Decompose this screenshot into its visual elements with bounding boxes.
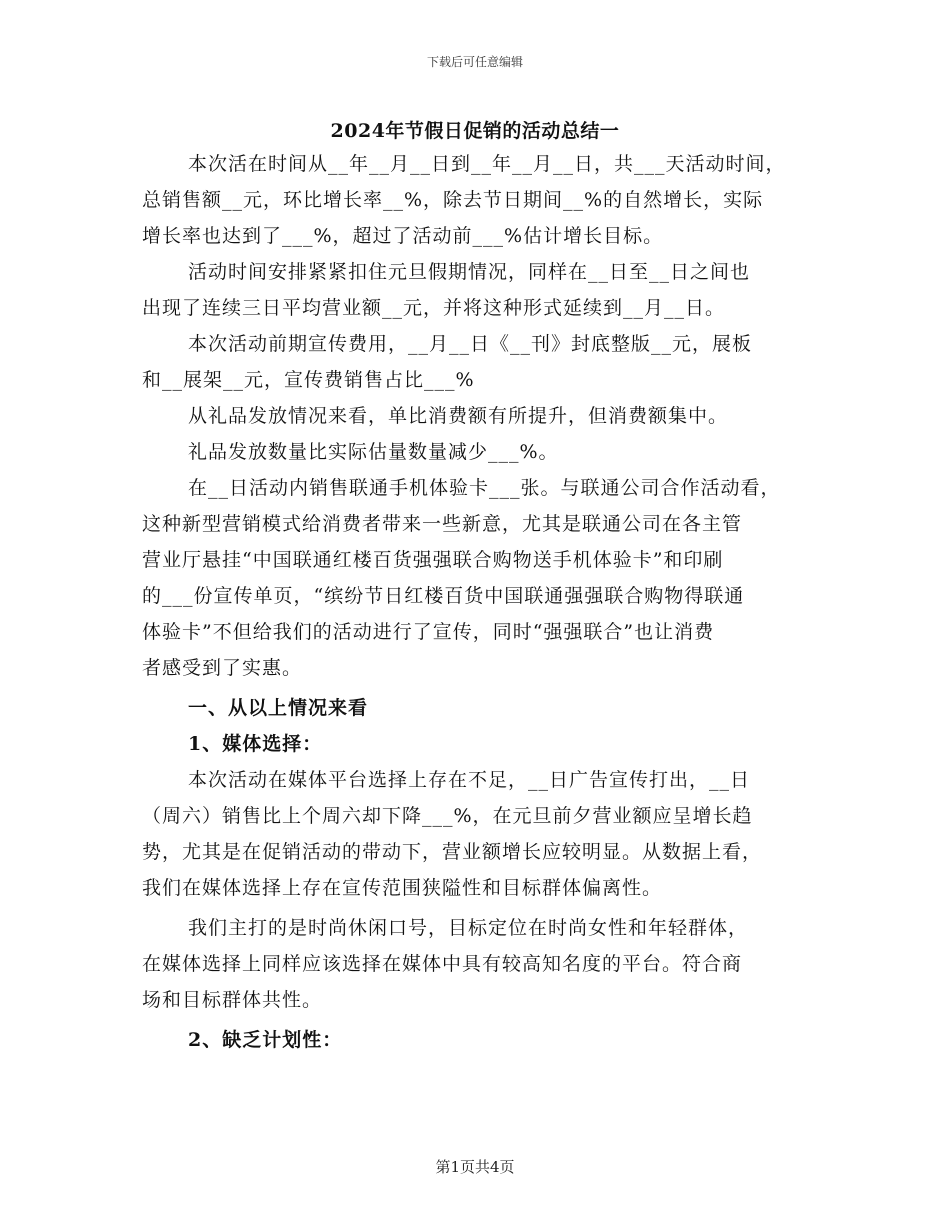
paragraph-line: 礼品发放数量比实际估量数量减少___%。 bbox=[188, 441, 559, 463]
paragraph bbox=[142, 254, 814, 326]
document-body bbox=[142, 146, 814, 1058]
section-heading: 一、从以上情况来看 bbox=[188, 697, 369, 719]
paragraph-line: 活动时间安排紧紧扣住元旦假期情况，同样在__日至__日之间也 bbox=[188, 261, 751, 283]
paragraph-line: 在__日活动内销售联通手机体验卡___张。与联通公司合作活动看， bbox=[188, 477, 781, 499]
paragraph-line: 增长率也达到了___%，超过了活动前___%估计增长目标。 bbox=[142, 225, 664, 247]
paragraph bbox=[142, 762, 814, 906]
paragraph bbox=[142, 910, 814, 1018]
paragraph bbox=[142, 470, 814, 686]
paragraph-line: 我们主打的是时尚休闲口号，目标定位在时尚女性和年轻群体， bbox=[188, 917, 749, 939]
paragraph-line: 和__展架__元，宣传费销售占比___% bbox=[142, 369, 475, 391]
paragraph-line: 的___份宣传单页，“缤纷节日红楼百货中国联通强强联合购物得联通 bbox=[142, 585, 745, 607]
paragraph-line: 本次活动前期宣传费用，__月__日《__刊》封底整版__元，展板 bbox=[188, 333, 753, 355]
paragraph-line: 出现了连续三日平均营业额__元，并将这种形式延续到__月__日。 bbox=[142, 297, 726, 319]
page-footer: 第1页共4页 bbox=[435, 1158, 515, 1176]
paragraph-line: 这种新型营销模式给消费者带来一些新意，尤其是联通公司在各主管 bbox=[142, 513, 743, 535]
paragraph-line: 我们在媒体选择上存在宣传范围狭隘性和目标群体偏离性。 bbox=[142, 877, 663, 899]
paragraph-line: 在媒体选择上同样应该选择在媒体中具有较高知名度的平台。符合商 bbox=[142, 953, 743, 975]
paragraph-line: 场和目标群体共性。 bbox=[142, 989, 323, 1011]
paragraph bbox=[142, 398, 814, 434]
paragraph-line: 者感受到了实惠。 bbox=[142, 657, 303, 679]
header-note: 下载后可任意编辑 bbox=[426, 55, 523, 69]
paragraph bbox=[142, 146, 814, 254]
paragraph-line: 总销售额__元，环比增长率__%，除去节日期间__%的自然增长，实际 bbox=[142, 189, 764, 211]
paragraph-line: （周六）销售比上个周六却下降___%，在元旦前夕营业额应呈增长趋 bbox=[142, 805, 753, 827]
subsection-heading-planning: 2、缺乏计划性： bbox=[188, 1029, 343, 1051]
document-title: 2024年节假日促销的活动总结一 bbox=[330, 120, 620, 142]
paragraph-line: 从礼品发放情况来看，单比消费额有所提升，但消费额集中。 bbox=[188, 405, 729, 427]
paragraph-line: 体验卡”不但给我们的活动进行了宣传，同时“强强联合”也让消费 bbox=[142, 621, 715, 643]
paragraph-line: 本次活动在媒体平台选择上存在不足，__日广告宣传打出，__日 bbox=[188, 769, 751, 791]
paragraph-line: 营业厅悬挂“中国联通红楼百货强强联合购物送手机体验卡”和印刷 bbox=[142, 549, 724, 571]
subsection-heading-media: 1、媒体选择： bbox=[188, 733, 323, 755]
paragraph-line: 本次活在时间从__年__月__日到__年__月__日，共___天活动时间， bbox=[188, 153, 786, 175]
paragraph bbox=[142, 434, 814, 470]
paragraph bbox=[142, 326, 814, 398]
paragraph-line: 势，尤其是在促销活动的带动下，营业额增长应较明显。从数据上看， bbox=[142, 841, 763, 863]
